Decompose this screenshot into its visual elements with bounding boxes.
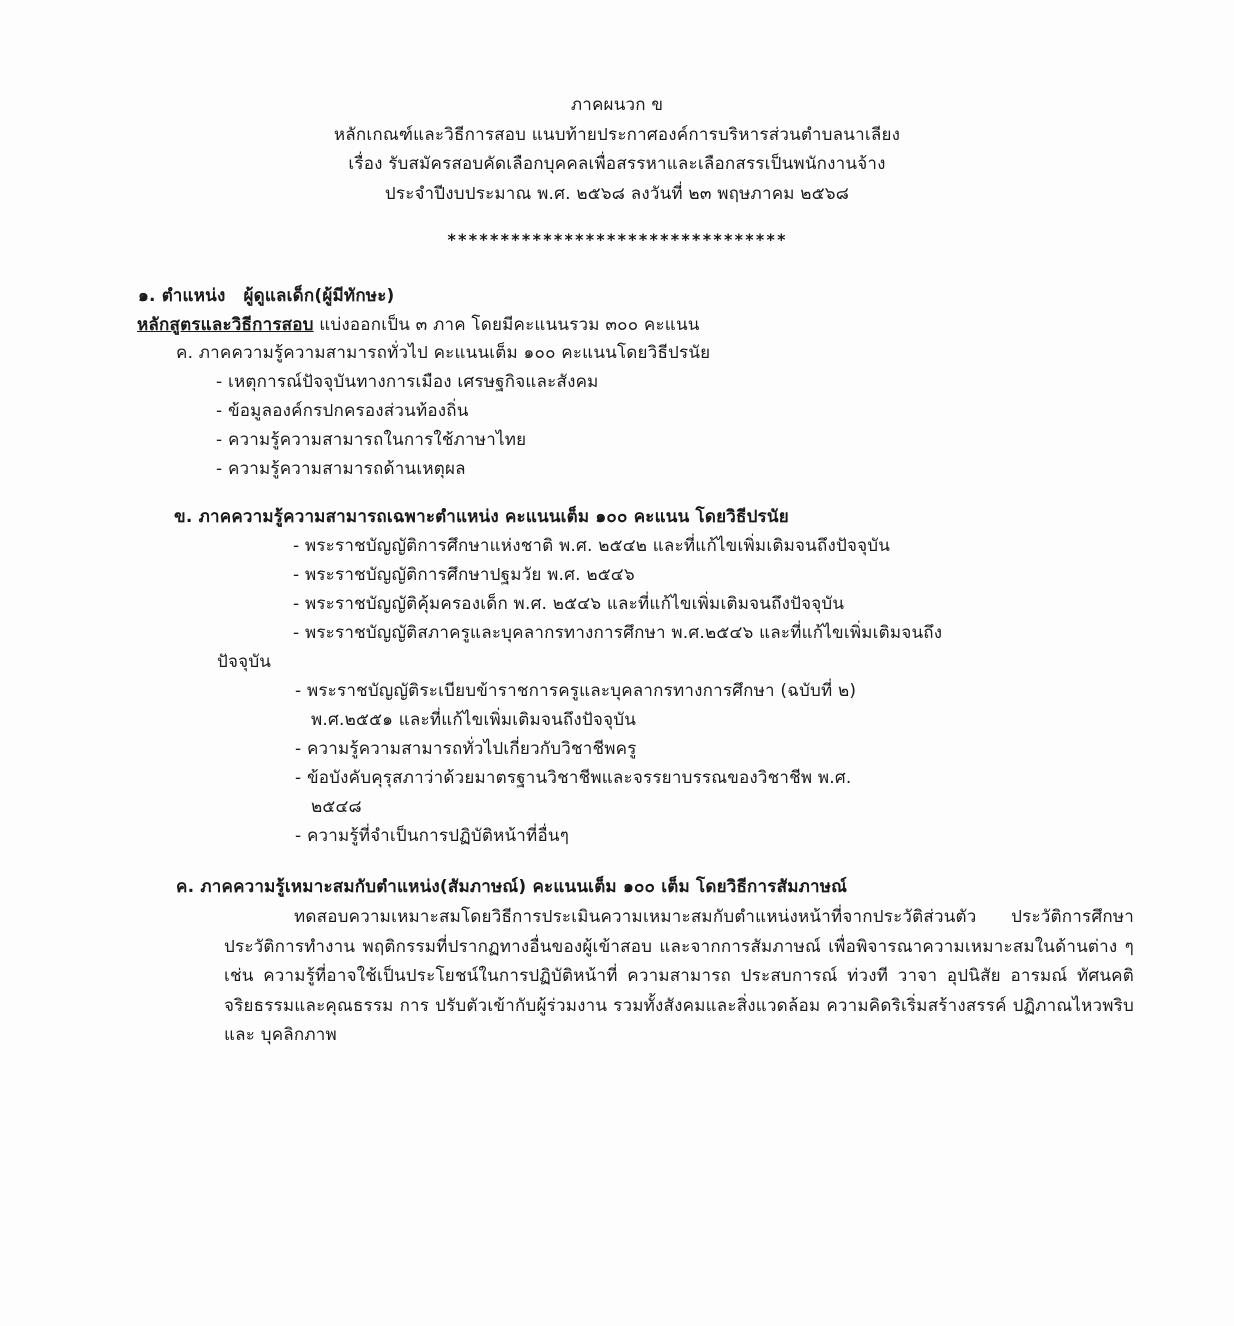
section-b-item: - ความรู้ความสามารถทั่วไปเกี่ยวกับวิชาชีพครู: [295, 739, 637, 759]
section-b-item: - พระราชบัญญัติสภาครูและบุคลากรทางการศึกษา พ.ศ.๒๕๔๖ และที่แก้ไขเพิ่มเติมจนถึง: [293, 623, 943, 643]
section-b-item-continuation: ปัจจุบัน: [217, 652, 272, 672]
header-line-1: หลักเกณฑ์และวิธีการสอบ แนบท้ายประกาศองค์การบริหารส่วนตำบลนาเลียง: [333, 125, 901, 145]
section-c-paragraph: ทดสอบความเหมาะสมโดยวิธีการประเมินความเหมาะสมกับตำแหน่งหน้าที่จากประวัติส่วนตัว ประวัติการศึกษา ประวัติการทำงาน พฤติกรรมที่ปรากฏทางอื่นของผู้เข้าสอบ และจากการสัมภาษณ์ เพื่อพิจารณาความเหมาะสมในด้านต่าง ๆ เช่น ความรู้ที่อาจใช้เป็นประโยชน์ในการปฏิบัติหน้าที่ ความสามารถ ประสบการณ์ ท่วงที วาจา อุปนิสัย อารมณ์ ทัศนคติ จริยธรรมและคุณธรรม การ ปรับตัวเข้ากับผู้ร่วมงาน รวมทั้งสังคมและสิ่งแวดล้อม ความคิดริเริ่มสร้างสรรค์ ปฏิภาณไหวพริบและ บุคลิกภาพ: [224, 907, 1134, 1045]
section-b-item-continuation: พ.ศ.๒๕๕๑ และที่แก้ไขเพิ่มเติมจนถึงปัจจุบัน: [311, 710, 637, 730]
curriculum-label: หลักสูตรและวิธีการสอบ: [137, 315, 314, 335]
section-b-item-continuation: ๒๕๔๘: [311, 797, 362, 817]
header-line-2: เรื่อง รับสมัครสอบคัดเลือกบุคคลเพื่อสรรหาและเลือกสรรเป็นพนักงานจ้าง: [348, 154, 886, 174]
section-a-item: - ความรู้ความสามารถด้านเหตุผล: [216, 459, 466, 479]
section-c-heading: ค. ภาคความรู้เหมาะสมกับตำแหน่ง(สัมภาษณ์) คะแนนเต็ม ๑๐๐ เต็ม โดยวิธีการสัมภาษณ์: [176, 877, 848, 897]
section-b-item: - ข้อบังคับคุรุสภาว่าด้วยมาตรฐานวิชาชีพและจรรยาบรรณของวิชาชีพ พ.ศ.: [295, 768, 852, 788]
section-b-item: - พระราชบัญญัติการศึกษาแห่งชาติ พ.ศ. ๒๕๔๒ และที่แก้ไขเพิ่มเติมจนถึงปัจจุบัน: [293, 536, 891, 556]
position-heading: [138, 285, 395, 307]
header-line-3: ประจำปีงบประมาณ พ.ศ. ๒๕๖๘ ลงวันที่ ๒๓ พฤษภาคม ๒๕๖๘: [384, 184, 850, 204]
section-a-heading: ค. ภาคความรู้ความสามารถทั่วไป คะแนนเต็ม ๑๐๐ คะแนนโดยวิธีปรนัย: [176, 343, 711, 363]
section-b-item: - พระราชบัญญัติระเบียบข้าราชการครูและบุคลากรทางการศึกษา (ฉบับที่ ๒): [295, 681, 857, 701]
section-b-item: - ความรู้ที่จำเป็นการปฏิบัติหน้าที่อื่นๆ: [295, 826, 570, 846]
position-title: ผู้ดูแลเด็ก(ผู้มีทักษะ): [243, 286, 395, 306]
curriculum-text: แบ่งออกเป็น ๓ ภาค โดยมีคะแนนรวม ๓๐๐ คะแนน: [319, 315, 700, 335]
separator-line: ********************************: [446, 230, 788, 249]
section-b-item: - พระราชบัญญัติการศึกษาปฐมวัย พ.ศ. ๒๕๔๖: [293, 565, 635, 585]
section-a-item: - ความรู้ความสามารถในการใช้ภาษาไทย: [216, 430, 527, 450]
section-a-item: - เหตุการณ์ปัจจุบันทางการเมือง เศรษฐกิจและสังคม: [216, 372, 599, 392]
section-b-heading: ข. ภาคความรู้ความสามารถเฉพาะตำแหน่ง คะแนนเต็ม ๑๐๐ คะแนน โดยวิธีปรนัย: [174, 507, 789, 527]
position-number: ๑. ตำแหน่ง: [138, 286, 226, 306]
section-b-item: - พระราชบัญญัติคุ้มครองเด็ก พ.ศ. ๒๕๔๖ และที่แก้ไขเพิ่มเติมจนถึงปัจจุบัน: [293, 594, 845, 614]
appendix-title: ภาคผนวก ข: [570, 95, 664, 115]
curriculum-line: [137, 314, 700, 336]
section-a-item: - ข้อมูลองค์กรปกครองส่วนท้องถิ่น: [216, 401, 469, 421]
